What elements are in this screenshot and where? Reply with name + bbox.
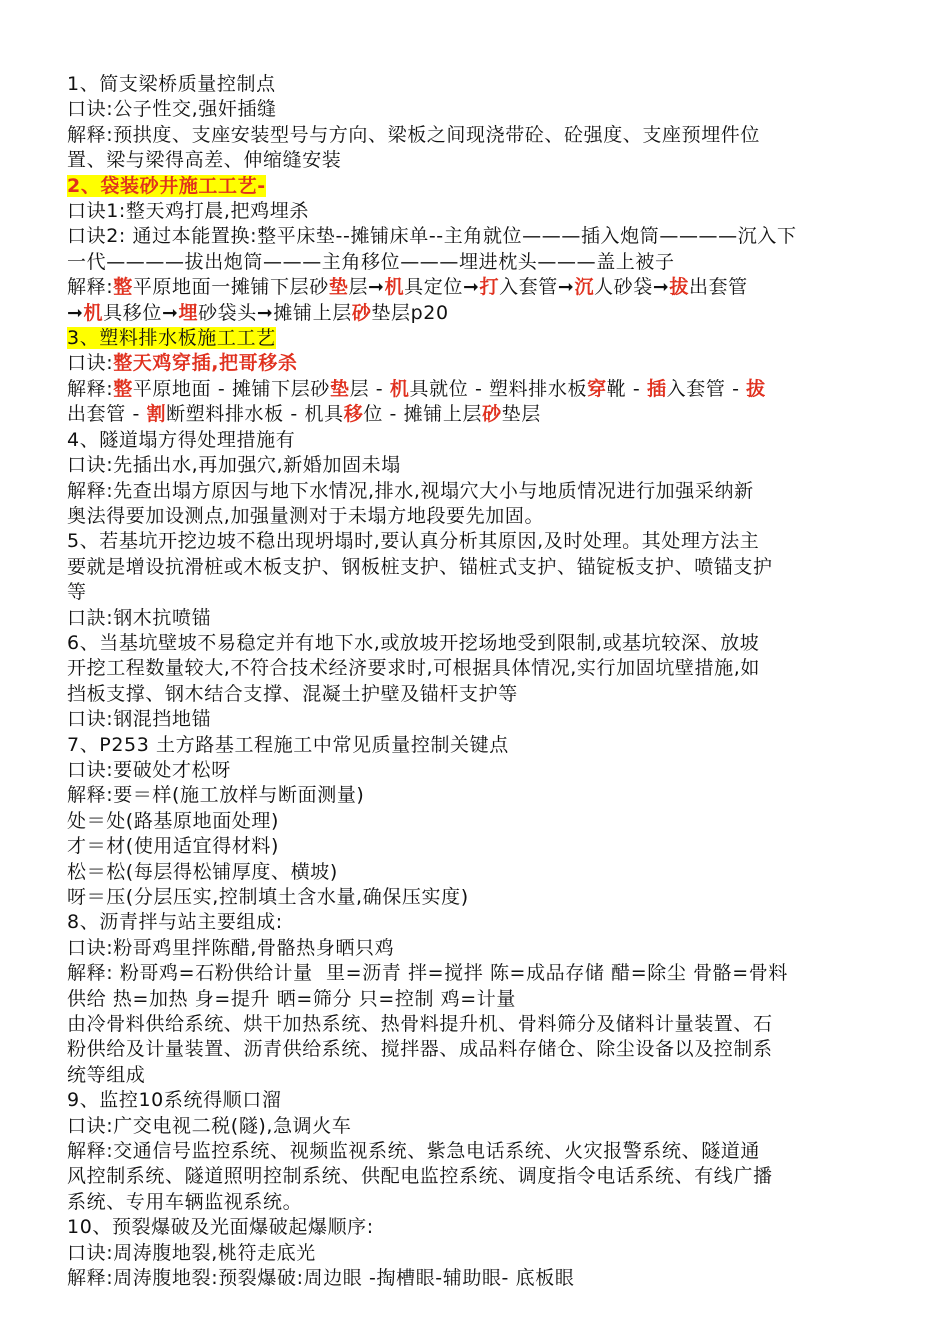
text-segment: 层➞	[348, 276, 385, 299]
mnemonic-2b-line2: 一代————拔出炮筒———主角移位———埋进枕头———盖上被子	[67, 250, 675, 273]
key-char: 埋	[178, 301, 199, 324]
explanation-7d: 松＝松(每层得松铺厚度、横坡)	[67, 860, 338, 883]
text-segment: 出套管 -	[67, 403, 147, 426]
heading-6c: 挡板支撑、钢木结合支撑、混凝土护壁及锚杆支护等	[67, 682, 518, 705]
explanation-4a: 解释:先查出塌方原因与地下水情况,排水,视塌穴大小与地质情况进行加强采纳新	[67, 479, 754, 502]
explanation-8d: 粉供给及计量装置、沥青供给系统、搅拌器、成品料存储仓、除尘设备以及控制系	[67, 1038, 773, 1061]
key-char: 打	[479, 276, 500, 299]
heading-3	[67, 326, 883, 351]
key-char: 拔	[669, 276, 689, 299]
key-char: 整	[113, 377, 133, 400]
text-segment: 解释:	[67, 276, 114, 299]
heading-1: 1、简支梁桥质量控制点	[67, 73, 276, 95]
mnemonic-3	[67, 351, 883, 376]
text-segment: 平原地面一摊铺下层砂	[132, 276, 329, 299]
key-char: 移	[343, 403, 364, 426]
text-segment: 断塑料排水板 - 机具	[166, 403, 344, 426]
heading-5a: 5、若基坑开挖边坡不稳出现坍塌时,要认真分析其原因,及时处理。其处理方法主	[67, 530, 760, 553]
heading-2	[67, 174, 883, 199]
explanation-8a: 解释: 粉哥鸡=石粉供给计量 里=沥青 拌=搅拌 陈=成品存储 醋=除尘 骨骼=骨料	[67, 962, 788, 985]
text-segment: 垫层	[501, 403, 541, 426]
mnemonic-1: 口诀:公子性交,强奸插缝	[67, 98, 277, 121]
mnemonic-5: 口訣:钢木抗喷锚	[67, 606, 212, 629]
key-phrase: 整天鸡穿插,把哥移杀	[113, 352, 298, 375]
key-char: 砂	[482, 403, 502, 426]
text-segment: 入套管 -	[666, 377, 747, 400]
key-char: 整	[113, 276, 133, 299]
text-segment: 具就位 - 塑料排水板	[409, 377, 588, 400]
heading-6a: 6、当基坑壁坡不易稳定并有地下水,或放坡开挖场地受到限制,或基坑较深、放坡	[67, 631, 760, 654]
text-segment: 入套管➞	[499, 276, 575, 299]
key-char: 机	[83, 301, 104, 324]
mnemonic-4: 口诀:先插出水,再加强穴,新婚加固未塌	[67, 454, 401, 477]
text-segment: 平原地面 - 摊铺下层砂	[132, 377, 330, 400]
text-segment: 层 -	[349, 377, 390, 400]
heading-2-highlight: 2、袋装砂井施工工艺-	[67, 174, 266, 197]
mnemonic-9: 口诀:广交电视二税(隧),急调火车	[67, 1114, 352, 1137]
text-segment: 具定位➞	[404, 276, 480, 299]
explanation-7c: 才＝材(使用适宜得材料)	[67, 835, 280, 858]
heading-4: 4、隧道塌方得处理措施有	[67, 428, 296, 451]
text-segment: 人砂袋➞	[594, 276, 670, 299]
mnemonic-7: 口诀:要破处才松呀	[67, 758, 231, 781]
text-segment: 口诀:	[67, 352, 114, 375]
key-char: 砂	[351, 301, 372, 324]
explanation-9b: 风控制系统、隧道照明控制系统、供配电监控系统、调度指令电话系统、有线广播	[67, 1165, 773, 1188]
heading-5b: 要就是增设抗滑桩或木板支护、钢板桩支护、锚桩式支护、锚锭板支护、喷锚支护	[67, 555, 773, 578]
text-segment: 具移位➞	[103, 301, 179, 324]
text-segment: 位 - 摊铺上层	[363, 403, 483, 426]
key-char: 机	[389, 377, 410, 400]
explanation-7b: 处＝处(路基原地面处理)	[67, 809, 280, 832]
text-segment: 砂袋头➞摊铺上层	[198, 301, 352, 324]
heading-6b: 开挖工程数量较大,不符合技术经济要求时,可根据具体情况,实行加固坑壁措施,如	[67, 657, 760, 680]
text-segment: 靴 -	[606, 377, 648, 400]
heading-5c: 等	[67, 581, 87, 604]
key-char: 垫	[329, 377, 350, 400]
explanation-9c: 系统、专用车辆监视系统。	[67, 1190, 303, 1213]
key-char: 拔	[746, 377, 766, 400]
explanation-8c: 由冷骨料供给系统、烘干加热系统、热骨料提升机、骨料筛分及储料计量装置、石	[67, 1013, 773, 1036]
key-char: 割	[146, 403, 167, 426]
heading-8: 8、沥青拌与站主要组成:	[67, 911, 283, 934]
explanation-10: 解释:周涛腹地裂:预裂爆破:周边眼 -掏槽眼-辅助眼- 底板眼	[67, 1267, 575, 1290]
mnemonic-2a: 口诀1:整天鸡打晨,把鸡埋杀	[67, 200, 309, 223]
explanation-3b	[67, 402, 883, 427]
key-char: 插	[647, 377, 667, 400]
explanation-1a: 解释:预拱度、支座安装型号与方向、梁板之间现浇带砼、砼强度、支座预埋件位	[67, 123, 761, 146]
heading-3-highlight: 3、塑料排水板施工工艺	[67, 327, 276, 350]
key-char: 沉	[574, 276, 595, 299]
explanation-2b	[67, 301, 883, 326]
explanation-7e: 呀＝压(分层压实,控制填土含水量,确保压实度)	[67, 886, 469, 908]
explanation-7a: 解释:要＝样(施工放样与断面测量)	[67, 784, 365, 807]
key-char: 穿	[587, 377, 607, 400]
explanation-1b: 置、梁与梁得高差、伸缩缝安装	[67, 149, 342, 172]
mnemonic-6: 口诀:钢混挡地锚	[67, 708, 212, 731]
explanation-8e: 统等组成	[67, 1063, 146, 1086]
key-char: 垫	[328, 276, 349, 299]
text-segment: 解释:	[67, 377, 114, 400]
text-segment: 出套管	[688, 276, 748, 299]
mnemonic-10: 口诀:周涛腹地裂,桃符走底光	[67, 1241, 316, 1264]
text-segment: ➞	[67, 301, 84, 324]
mnemonic-8: 口诀:粉哥鸡里拌陈醋,骨骼热身晒只鸡	[67, 936, 395, 959]
explanation-8b: 供给 热=加热 身=提升 晒=筛分 只=控制 鸡=计量	[67, 987, 516, 1010]
explanation-2a	[67, 275, 883, 300]
key-char: 机	[384, 276, 405, 299]
text-segment: 垫层p20	[371, 301, 449, 324]
heading-7: 7、P253 土方路基工程施工中常见质量控制关键点	[67, 733, 509, 756]
heading-9: 9、监控10系统得顺口溜	[67, 1089, 282, 1112]
mnemonic-2b-line1: 口诀2: 通过本能置换:整平床垫--摊铺床单--主角就位———插入炮筒————沉入下	[67, 225, 797, 248]
explanation-4b: 奥法得要加设测点,加强量测对于未塌方地段要先加固。	[67, 504, 545, 527]
explanation-9a: 解释:交通信号监控系统、视频监视系统、紫急电话系统、火灾报警系统、隧道通	[67, 1140, 761, 1163]
heading-10: 10、预裂爆破及光面爆破起爆顺序:	[67, 1216, 374, 1239]
document-body	[67, 72, 883, 1292]
explanation-3a	[67, 377, 883, 402]
